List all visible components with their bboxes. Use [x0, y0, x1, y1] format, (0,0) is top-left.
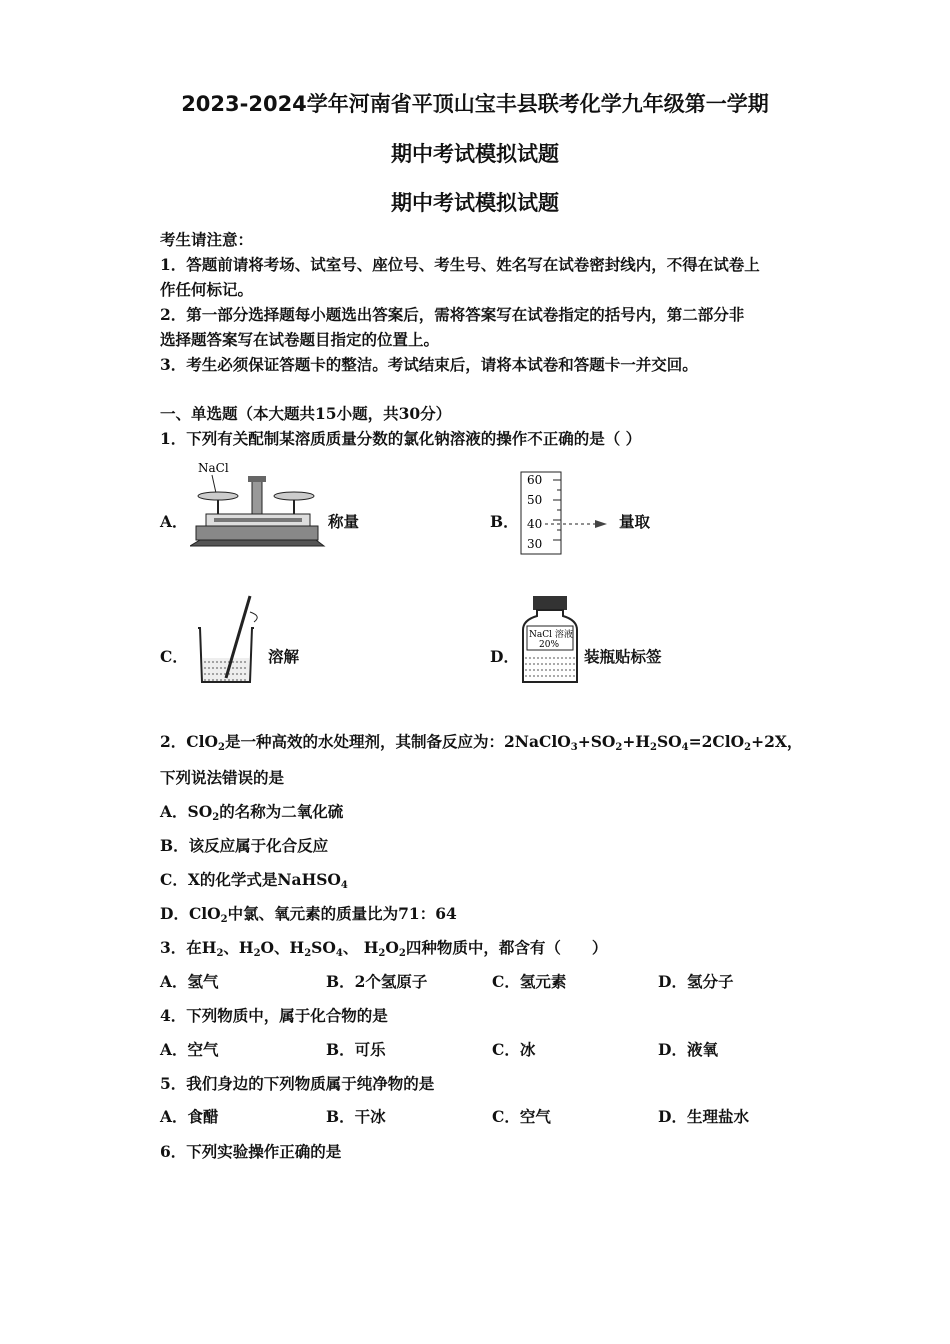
graduated-cylinder-figure — [515, 470, 615, 556]
notice-item-1-cont: 作任何标记。 — [160, 280, 254, 299]
beaker-dissolving-figure — [192, 592, 264, 686]
q1-option-b-text: 量取 — [619, 512, 651, 531]
q4-option-d: D．液氧 — [658, 1040, 718, 1059]
exam-title-line1: 2023-2024学年河南省平顶山宝丰县联考化学九年级第一学期 — [181, 92, 769, 116]
bottle-label-nacl: NaCl 溶液 — [529, 630, 573, 640]
q1-option-d-text: 装瓶贴标签 — [584, 647, 662, 666]
q2-option-b: B．该反应属于化合反应 — [160, 836, 329, 855]
notice-heading: 考生请注意： — [160, 230, 254, 249]
q3-option-c: C．氢元素 — [492, 972, 567, 991]
q1-option-a-text: 称量 — [328, 512, 360, 531]
exam-title-line2: 期中考试模拟试题 — [391, 142, 559, 166]
q5-option-c: C．空气 — [492, 1107, 551, 1126]
q4-option-c: C．冰 — [492, 1040, 536, 1059]
exam-title-line3: 期中考试模拟试题 — [391, 191, 559, 215]
q1-option-c-text: 溶解 — [268, 647, 300, 666]
q4-option-b: B．可乐 — [326, 1040, 386, 1059]
q1-option-d-letter: D． — [490, 647, 519, 666]
question-2-stem-cont: 下列说法错误的是 — [160, 768, 285, 787]
notice-item-2-cont: 选择题答案写在试卷题目指定的位置上。 — [160, 330, 440, 349]
q5-option-b: B．干冰 — [326, 1107, 386, 1126]
q3-option-a: A．氢气 — [160, 972, 219, 991]
question-3-stem: 3．在$H_2$、$H_2O$、$H_2SO_4$、 $H_2O_2$四种物质中，都含有（ ） — [160, 938, 608, 959]
cylinder-mark-50: 50 — [527, 493, 543, 507]
cylinder-mark-40: 40 — [527, 517, 543, 531]
q4-option-a: A．空气 — [160, 1040, 219, 1059]
bottle-label-percent: 20% — [539, 640, 560, 650]
q2-option-a: A．$SO_2$的名称为二氧化硫 — [160, 802, 344, 823]
balance-figure — [190, 458, 326, 556]
q3-option-b: B．2个氢原子 — [326, 972, 428, 991]
question-2-stem: 2．ClO$_2$是一种高效的水处理剂，其制备反应为：$2NaClO_3+SO_2+H_2SO_4=2ClO_2+2X$， — [160, 732, 803, 753]
notice-item-3: 3．考生必须保证答题卡的整洁。考试结束后，请将本试卷和答题卡一并交回。 — [160, 355, 698, 374]
section-heading: 一、单选题（本大题共15小题，共30分） — [160, 404, 452, 423]
q3-option-d: D．氢分子 — [658, 972, 734, 991]
q2-option-d: D．ClO$_2$中氯、氧元素的质量比为71：64 — [160, 904, 457, 925]
q1-option-b-letter: B． — [490, 512, 519, 531]
question-4-stem: 4．下列物质中，属于化合物的是 — [160, 1006, 388, 1025]
q5-option-a: A．食醋 — [160, 1107, 219, 1126]
q5-option-d: D．生理盐水 — [658, 1107, 749, 1126]
question-5-stem: 5．我们身边的下列物质属于纯净物的是 — [160, 1074, 435, 1093]
q2-option-c: C．X的化学式是NaHSO$_4$ — [160, 870, 348, 891]
notice-item-2: 2．第一部分选择题每小题选出答案后，需将答案写在试卷指定的括号内，第二部分非 — [160, 305, 745, 324]
balance-nacl-label: NaCl — [198, 461, 229, 475]
q1-option-a-letter: A． — [160, 512, 188, 531]
question-6-stem: 6．下列实验操作正确的是 — [160, 1142, 342, 1161]
cylinder-mark-30: 30 — [527, 537, 543, 551]
reagent-bottle-figure — [519, 594, 581, 686]
q1-option-c-letter: C． — [160, 647, 188, 666]
notice-item-1: 1．答题前请将考场、试室号、座位号、考生号、姓名写在试卷密封线内，不得在试卷上 — [160, 255, 760, 274]
cylinder-mark-60: 60 — [527, 473, 543, 487]
question-1-stem: 1．下列有关配制某溶质质量分数的氯化钠溶液的操作不正确的是（ ） — [160, 429, 642, 448]
